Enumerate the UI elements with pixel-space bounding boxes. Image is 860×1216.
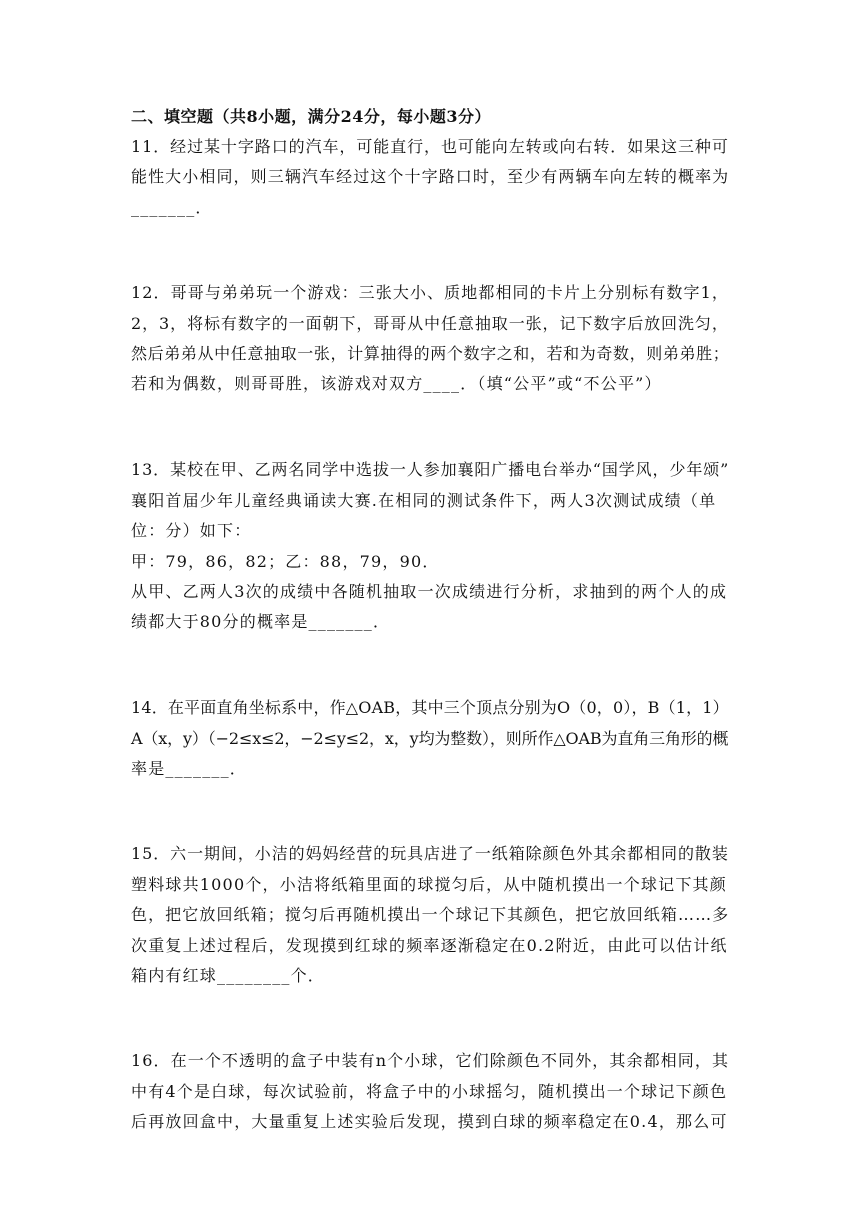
- question-line: 12．哥哥与弟弟玩一个游戏：三张大小、质地都相同的卡片上分别标有数字1，: [131, 283, 729, 302]
- question-line: 15．六一期间，小洁的妈妈经营的玩具店进了一纸箱除颜色外其余都相同的散装: [131, 844, 729, 863]
- question-line: 中有4个是白球，每次试验前，将盒子中的小球摇匀，随机摸出一个球记下颜色: [131, 1082, 728, 1101]
- question-line: 甲：79，86，82；乙：88，79，90．: [131, 552, 440, 571]
- question-line: 13．某校在甲、乙两名同学中选拔一人参加襄阳广播电台举办“国学风，少年颂”: [131, 460, 730, 479]
- question-line: A（x，y）（−2≤x≤2，−2≤y≤2，x，y均为整数），则所作△OAB为直角三角形的概: [131, 729, 729, 748]
- question-line: 位：分）如下：: [131, 521, 252, 540]
- question-line: 然后弟弟从中任意抽取一张，计算抽得的两个数字之和，若和为奇数，则弟弟胜；: [131, 344, 730, 363]
- question-line: 后再放回盒中，大量重复上述实验后发现，摸到白球的频率稳定在0.4，那么可: [131, 1112, 728, 1131]
- question-line: 襄阳首届少年儿童经典诵读大赛.在相同的测试条件下，两人3次测试成绩（单: [131, 491, 717, 510]
- question-line: 11．经过某十字路口的汽车，可能直行，也可能向左转或向右转．如果这三种可: [131, 137, 729, 156]
- question-line: 次重复上述过程后，发现摸到红球的频率逐渐稳定在0.2附近，由此可以估计纸: [131, 936, 728, 955]
- question-line: 箱内有红球________个．: [131, 966, 326, 985]
- section-heading: 二、填空题（共8小题，满分24分，每小题3分）: [131, 107, 492, 126]
- question-line: 2，3，将标有数字的一面朝下，哥哥从中任意抽取一张，记下数字后放回洗匀，: [131, 314, 729, 333]
- question-line: 从甲、乙两人3次的成绩中各随机抽取一次成绩进行分析，求抽到的两个人的成: [131, 582, 728, 601]
- question-line: 色，把它放回纸箱；搅匀后再随机摸出一个球记下其颜色，把它放回纸箱……多: [131, 905, 730, 924]
- question-line: 能性大小相同，则三辆汽车经过这个十字路口时，至少有两辆车向左转的概率为: [131, 167, 730, 186]
- question-line: 绩都大于80分的概率是_______．: [131, 612, 391, 631]
- question-line: 率是_______．: [131, 759, 248, 778]
- question-line: 16．在一个不透明的盒子中装有n个小球，它们除颜色不同外，其余都相同，其: [131, 1051, 730, 1070]
- question-line: 若和为偶数，则哥哥胜，该游戏对双方____．（填“公平”或“不公平”）: [131, 374, 662, 393]
- question-line: _______．: [131, 198, 213, 217]
- question-line: 塑料球共1000个，小洁将纸箱里面的球搅匀后，从中随机摸出一个球记下其颜: [131, 875, 727, 894]
- question-line: 14．在平面直角坐标系中，作△OAB，其中三个顶点分别为O（0，0），B（1，1）: [131, 698, 729, 717]
